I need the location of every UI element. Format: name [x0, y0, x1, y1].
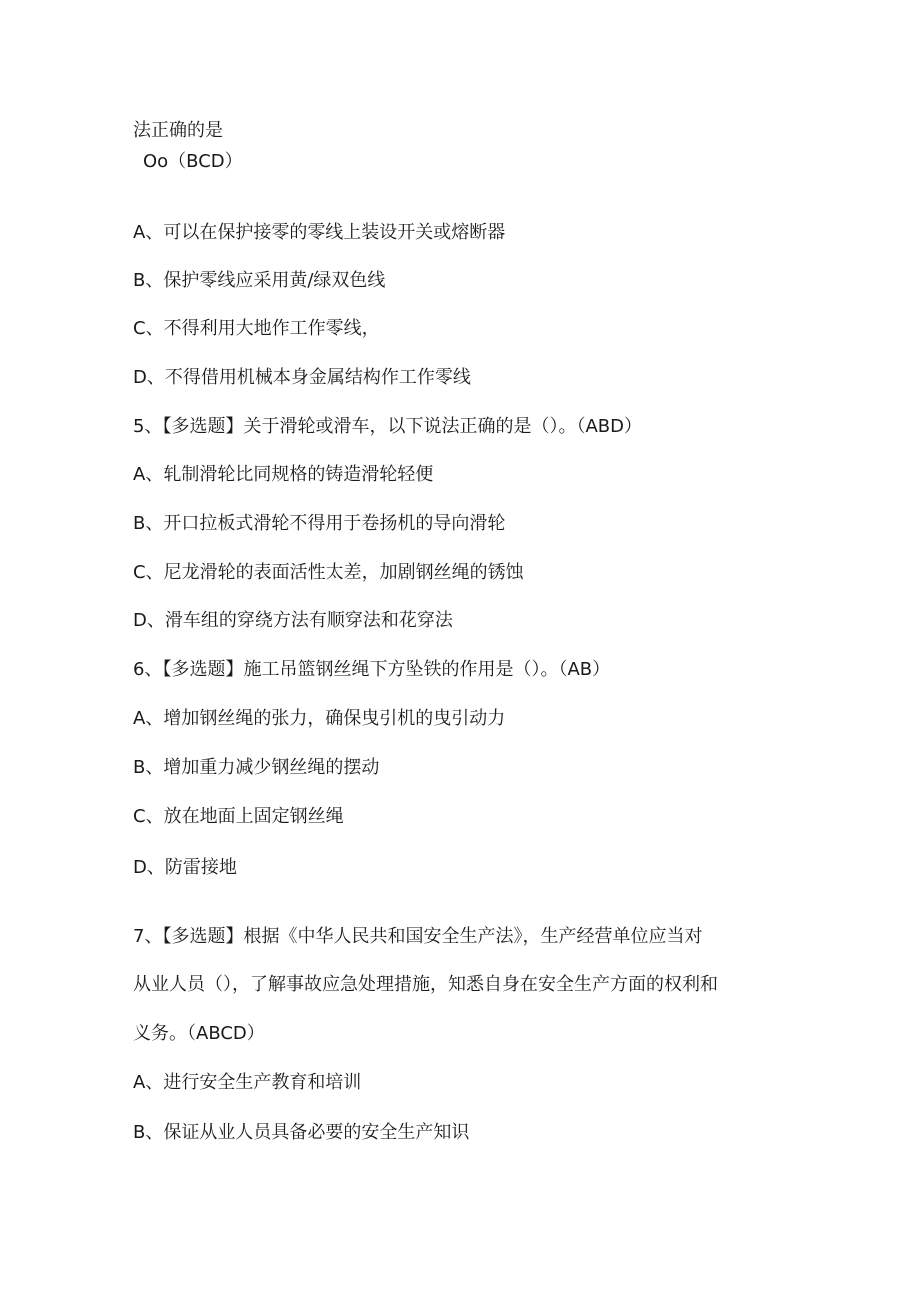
- question-5-option-b: B、开口拉板式滑轮不得用于卷扬机的导向滑轮: [133, 513, 506, 534]
- question-7-option-a: A、进行安全生产教育和培训: [133, 1072, 362, 1093]
- question-4-option-c: C、不得利用大地作工作零线，: [133, 318, 380, 339]
- question-6-stem: 6、【多选题】施工吊篮钢丝绳下方坠铁的作用是（）。（AB）: [133, 659, 611, 680]
- question-4-option-a: A、可以在保护接零的零线上装设开关或熔断器: [133, 222, 506, 243]
- question-4-option-d: D、不得借用机械本身金属结构作工作零线: [133, 367, 471, 388]
- question-5-option-c: C、尼龙滑轮的表面活性太差，加剧钢丝绳的锈蚀: [133, 562, 524, 583]
- question-4-answer: Oo（BCD）: [143, 151, 243, 172]
- question-6-option-c: C、放在地面上固定钢丝绳: [133, 806, 344, 827]
- question-7-stem-line-3: 义务。（ABCD）: [133, 1023, 265, 1044]
- question-5-option-d: D、滑车组的穿绕方法有顺穿法和花穿法: [133, 610, 453, 631]
- question-5-stem: 5、【多选题】关于滑轮或滑车，以下说法正确的是（）。（ABD）: [133, 416, 642, 437]
- question-7-stem-line-2: 从业人员（），了解事故应急处理措施，知悉自身在安全生产方面的权利和: [133, 974, 718, 995]
- question-6-option-b: B、增加重力减少钢丝绳的摆动: [133, 757, 380, 778]
- question-4-option-b: B、保护零线应采用黄/绿双色线: [133, 270, 386, 291]
- question-4-stem-tail: 法正确的是: [133, 120, 223, 141]
- question-7-option-b: B、保证从业人员具备必要的安全生产知识: [133, 1122, 470, 1143]
- question-7-stem-line-1: 7、【多选题】根据《中华人民共和国安全生产法》，生产经营单位应当对: [133, 926, 703, 947]
- question-6-option-a: A、增加钢丝绳的张力，确保曳引机的曳引动力: [133, 708, 506, 729]
- question-6-option-d: D、防雷接地: [133, 857, 237, 878]
- question-5-option-a: A、轧制滑轮比同规格的铸造滑轮轻便: [133, 464, 434, 485]
